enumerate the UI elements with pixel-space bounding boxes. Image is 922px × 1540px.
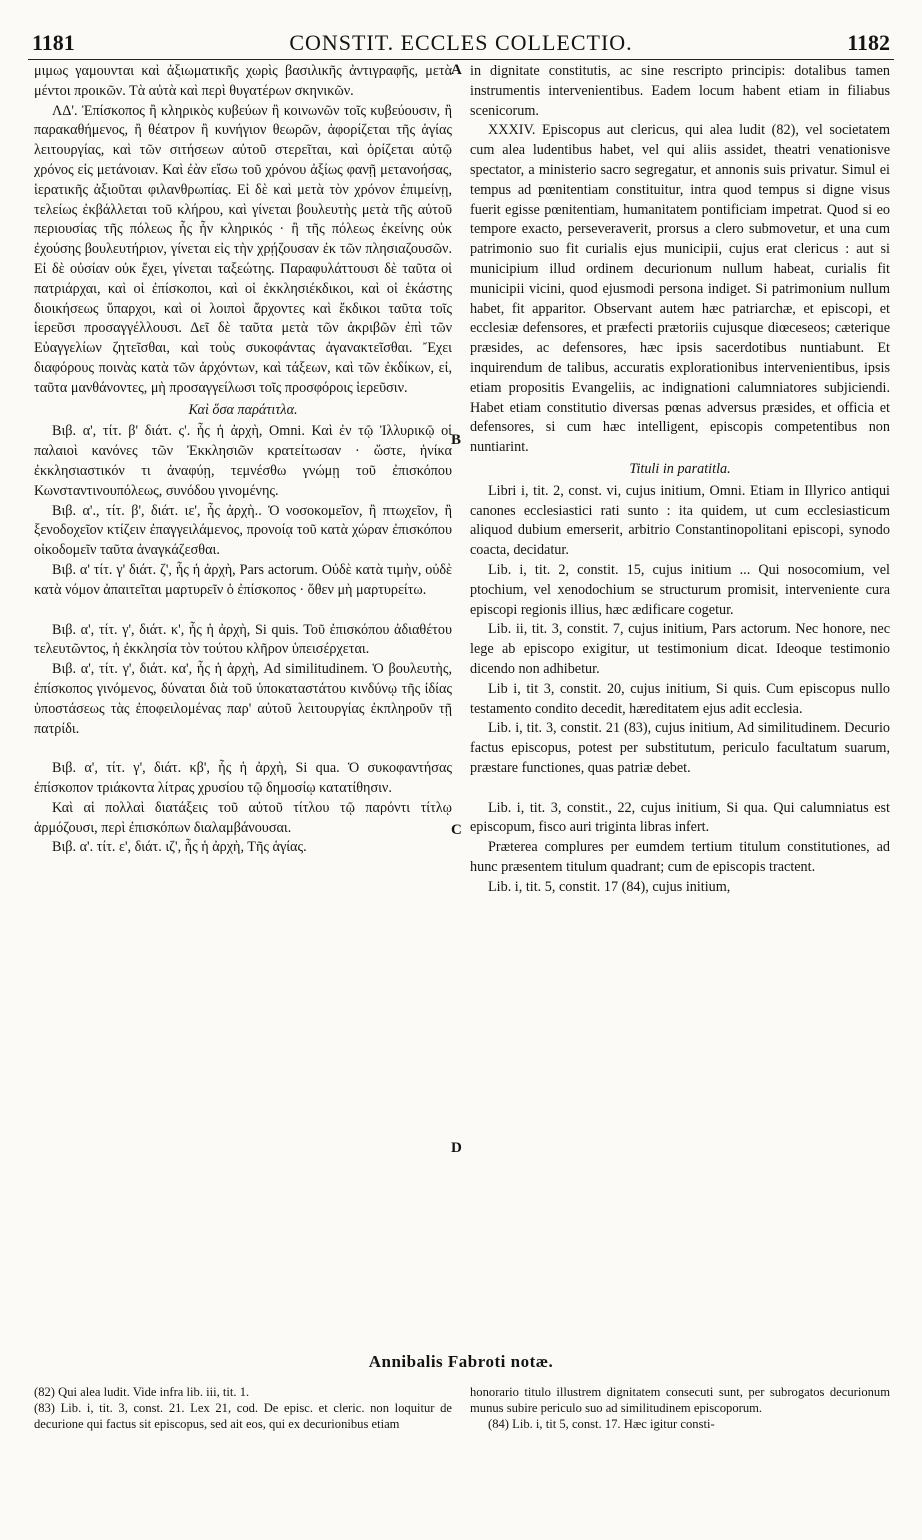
latin-column [470, 62, 890, 898]
latin-paragraph: Lib. ii, tit. 3, constit. 7, cujus initium, Pars actorum. Nec honore, nec lege ab episcopo exigitur, ut testimonium dicat. Ideoque testimonio dicendo non adhibetur. [470, 621, 890, 677]
greek-section-heading: Καὶ ὅσα παράτιτλα. [188, 401, 298, 418]
greek-paragraph: Βιβ. α', τίτ. γ', διάτ. κβ', ἧς ἡ ἀρχὴ, Si qua. Ὁ συκοφαντήσας ἐπίσκοπον τριάκοντα λίτρας χρυσίου τῷ δημοσίῳ κατατίθησιν. [34, 760, 452, 797]
latin-paragraph: Præterea complures per eumdem tertium titulum constitutiones, ad hunc præsentem titulum quadrant; cum de episcopis tractent. [470, 839, 890, 876]
greek-paragraph: μιμως γαμουνται καὶ ἀξιωματικῆς χωρὶς βασιλικῆς ἀντιγραφῆς, μετὰ μέντοι προικῶν. Τὰ αὐτὰ καὶ περὶ θυγατέρων σκηνικῶν. [34, 63, 452, 99]
margin-marker-b: B [451, 432, 462, 448]
footnotes-left [34, 1384, 452, 1432]
latin-paragraph: Lib. i, tit. 5, constit. 17 (84), cujus initium, [488, 878, 731, 895]
greek-paragraph: Βιβ. α'. τίτ. ε', διάτ. ιζ', ἧς ἡ ἀρχὴ, Τῆς ἁγίας. [52, 839, 307, 856]
margin-marker-d: D [451, 1140, 462, 1156]
footnote: (82) Qui alea ludit. Vide infra lib. iii, tit. 1. [34, 1385, 250, 1399]
greek-paragraph: Βιβ. α' τίτ. γ' διάτ. ζ', ἧς ἡ ἀρχὴ, Pars actorum. Οὐδὲ κατὰ τιμὴν, οὐδὲ κατὰ νόμον ἀπαιτεῖται μαρτυρεῖν ὁ ἐπίσκοπος · ὅθεν μὴ μαρτυρείτω. [34, 561, 452, 598]
footnote: honorario titulo illustrem dignitatem consecuti sunt, per subrogatos decurionum munus subire periculo suo ad similitudinem episcoporum. [470, 1385, 890, 1415]
latin-section-heading: Tituli in paratitla. [629, 460, 731, 477]
running-header [28, 30, 894, 60]
greek-paragraph: ΛΔ'. Ἐπίσκοπος ἢ κληρικὸς κυβεύων ἢ κοινωνῶν τοῖς κυβεύουσιν, ἢ παρακαθήμενος, ἢ θέατρον ἢ κυνήγιον θεωρῶν, ἀφορίζεται τῆς ἁγίας λειτουργίας, καὶ τῶν σιτήσεων αὐτοῦ στερεῖται, καὶ ὁρίζεται αὐτῷ χρόνος εἰς μετάνοιαν. Καὶ ἐὰν εἴσω τοῦ χρόνου ἀξίως φανῇ μετανοήσας, ἱερατικῆς ἀξιοῦται φιλανθρωπίας. Εἰ δὲ καὶ μετὰ τὸν χρόνον ἐπιμείνῃ, τελείως ἐκβάλλεται τοῦ κλήρου, καὶ γίνεται βουλευτὴς μετὰ τῆς αὐτοῦ περιουσίας τῆς πόλεως ἧς ἦν κληρικός · ἢ τῆς πόλεως ἐκείνης οὐκ ἐχούσης βουλευτήριον, γίνεται εἰς τὴν χρῄζουσαν ἐκ τῶν πλησιαζουσῶν. Εἰ δὲ οὐσίαν οὐκ ἔχει, γίνεται ταξεώτης. Παραφυλάττουσι δὲ ταῦτα οἱ πατριάρχαι, καὶ οἱ ἐπίσκοποι, καὶ οἱ ἐκκλησιέκδικοι, καὶ οἱ ἑκάστης διοικήσεως ὕπαρχοι, καὶ οἱ λοιποὶ ἄρχοντες καὶ ἔκδικοι ταῦτα τοῖς ἱερεῦσι προσαγγέλλουσι. Δεῖ δὲ ταῦτα μετὰ τῶν ἀκριβῶν ἐπὶ τῶν Εὐαγγελίων ζητεῖσθαι, καὶ τοὺς συκοφάντας ἀγανακτεῖσθαι. Ἔχει διαφόρους ποινὰς κατὰ τῶν ἀρχόντων, καὶ τάξεων, καὶ τῶν ἐκδίκων, εἰ, ταῦτα μανθάνοντες, μὴ προσαγγείλωσι τοῖς προσφόροις ἱερεῦσιν. [34, 102, 452, 396]
greek-paragraph: Βιβ. α'., τίτ. β', διάτ. ιε', ἧς ἀρχὴ.. Ὁ νοσοκομεῖον, ἢ πτωχεῖον, ἢ ξενοδοχεῖον κτίζειν ἐπαγγειλάμενος, προνοίᾳ τοῦ κατὰ χώραν ἐπισκόπου οἰκοδομεῖν ταῦτα ἀναγκάζεσθαι. [34, 502, 452, 559]
greek-paragraph: Βιβ. α', τίτ. β' διάτ. ς'. ἧς ἡ ἀρχὴ, Omni. Καὶ ἐν τῷ Ἰλλυρικῷ οἱ παλαιοὶ κανόνες τῶν Ἐκκλησιῶν κρατείτωσαν · ὥστε, ἡνίκα ἐκκλησιαστικόν τι ἀναφύῃ, τεμνέσθω γνώμῃ τοῦ ἐπισκόπου Κωνσταντινουπόλεως, συνόδου γινομένης. [34, 423, 452, 499]
footnote: (83) Lib. i, tit. 3, const. 21. Lex 21, cod. De episc. et cleric. non loquitur de decurione qui factus sit episcopus, sed ait eos, qui ex decurionibus etiam [34, 1401, 452, 1431]
page-number-right: 1182 [847, 30, 890, 55]
greek-column [34, 62, 452, 858]
latin-paragraph: Lib. i, tit. 2, constit. 15, cujus initium ... Qui nosocomium, vel ptochium, vel xenodochium se structurum promisit, interveniente cura episcopi regionis illius, hæc ædificare cogetur. [470, 561, 890, 618]
greek-paragraph: Καὶ αἱ πολλαὶ διατάξεις τοῦ αὐτοῦ τίτλου τῷ παρόντι τίτλῳ ἁρμόζουσι, περὶ ἐπισκόπων διαλαμβάνουσαι. [34, 799, 452, 836]
greek-paragraph: Βιβ. α', τίτ. γ', διάτ. κα', ἧς ἡ ἀρχὴ, Ad similitudinem. Ὁ βουλευτὴς, ἐπίσκοπος γινόμενος, δύναται διὰ τοῦ ὑποκαταστάτου κινδύνῳ τῆς ἰδίας ὑποστάσεως τὰς ἐποφειλομένας παρ' αὐτοῦ λειτουργίας ἐκπληροῦν τῇ πατρίδι. [34, 661, 452, 737]
latin-paragraph: in dignitate constitutis, ac sine rescripto principis: dotalibus tamen instrumentis intervenientibus. Eadem locum habent etiam in filiabus scenicorum. [470, 63, 890, 119]
greek-paragraph: Βιβ. α', τίτ. γ', διάτ. κ', ἧς ἡ ἀρχὴ, Si quis. Τοῦ ἐπισκόπου ἀδιαθέτου τελευτῶντος, ἡ ἐκκλησία τὸν τούτου κλῆρον ὑπεισέρχεται. [34, 621, 452, 658]
notes-title: Annibalis Fabroti notæ. [368, 1352, 554, 1371]
running-title: CONSTIT. ECCLES COLLECTIO. [289, 30, 633, 55]
margin-marker-a: A [451, 62, 462, 78]
margin-marker-c: C [451, 822, 462, 838]
latin-paragraph: Lib. i, tit. 3, constit., 22, cujus initium, Si qua. Qui calumniatus est episcopum, fisco auri triginta libras infert. [470, 799, 890, 836]
latin-paragraph: XXXIV. Episcopus aut clericus, qui alea ludit (82), vel societatem cum alea ludentibus habet, vel qui aliis assidet, theatri venationisve spectator, a ministerio sacro segregatur, et annonis suis privatur. Simul ei tempus ad pœnitentiam constituitur, intra quod tempus si digne visus fuerit egisse pœnitentiam, humanitatem pontificiam impetrat. Quod si eo tempore exacto, perseveraverit, prorsus a clero submovetur, et una cum patrimonio suo fit curialis ejus municipii, cujus erat clericus : aut si municipium illud ordinem decurionum nullum habeat, curialis fit municipii vicini, quod ejusmodi persona indiget. Si patrimonium nullum habet, fit apparitor. Observant autem hæc patriarchæ, et episcopi, et ecclesiæ defensores, et præfecti prætoriis cujusque diœceseos; cæterique præsides, ac defensores, hæc ipsis sacerdotibus nuntiabunt. Et inquirendum de talibus, accuratis explorationibus intervenientibus, ipsis etiam propositis Evangeliis, ac indignationi calumniatores subjiciendi. Habet etiam constitutio diversas pœnas adversus præsides, et officia et defensores, si cum hæc intelligent, episcopis competentibus non nuntiarint. [470, 122, 890, 456]
footnotes-right [470, 1384, 890, 1432]
latin-paragraph: Libri i, tit. 2, const. vi, cujus initium, Omni. Etiam in Illyrico antiqui canones ecclesiastici rati sunto : ita quidem, ut cum ecclesiasticum aliquod dubium emerserit, arbitrio Constantinopolitani episcopi, synodo coacta, decidatur. [470, 482, 890, 559]
footnote: (84) Lib. i, tit 5, const. 17. Hæc igitur consti- [488, 1417, 715, 1431]
page-number-left: 1181 [32, 30, 75, 55]
latin-paragraph: Lib i, tit 3, constit. 20, cujus initium, Si quis. Cum episcopus nullo testamento condito decedit, hæreditatem ejus adit ecclesia. [470, 680, 890, 717]
latin-paragraph: Lib. i, tit. 3, constit. 21 (83), cujus initium, Ad similitudinem. Decurio factus episcopus, potest per substitutum, periculo facultatum suarum, præstare functiones, quas patriæ debet. [470, 720, 890, 776]
